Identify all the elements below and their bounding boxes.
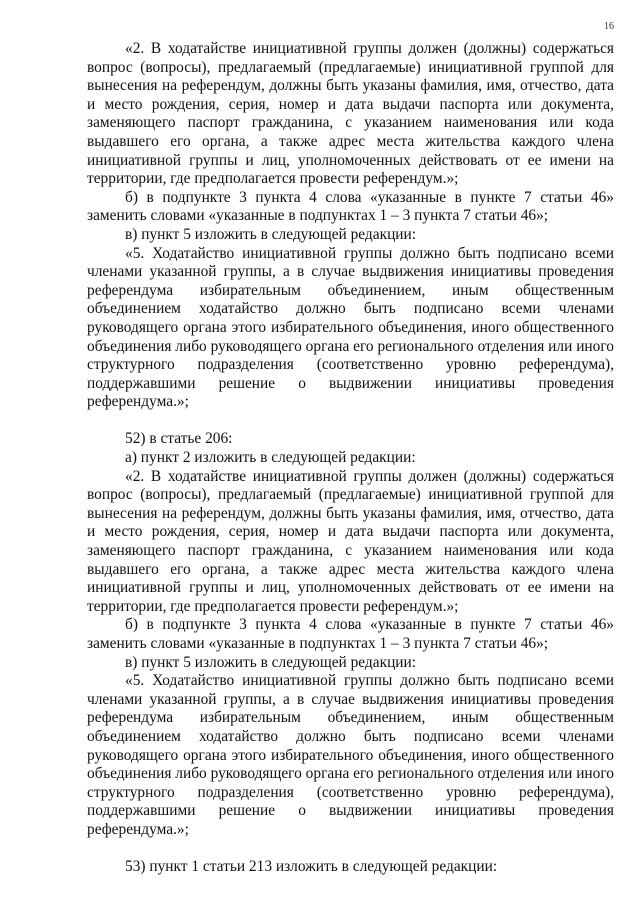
paragraph: в) пункт 5 изложить в следующей редакции: (125, 653, 417, 671)
document-body (87, 40, 614, 877)
paragraph: «2. В ходатайстве инициативной группы должен (должны) содержаться вопрос (вопросы), предлагаемый (предлагаемые) инициативной группой для вынесения на референдум, должны быть указаны фамилия, имя, отчество, дата и место рождения, серия, номер и дата выдачи паспорта или документа, заменяющего паспорт гражданина, с указанием наименования или кода выдавшего его органа, а также адрес места жительства каждого члена инициативной группы и лиц, уполномоченных действовать от ее имени на территории, где предполагается провести референдум.»; (87, 40, 614, 188)
paragraph: «5. Ходатайство инициативной группы должно быть подписано всеми членами указанной группы, а в случае выдвижения инициативы проведения референдума избирательным объединением, иным общественным объединением ходатайство должно быть подписано всеми членами руководящего органа этого избирательного объединения, иного общественного объединения либо руководящего органа его регионального отделения или иного структурного подразделения (соответственно уровню референдума), поддержавшими решение о выдвижении инициативы проведения референдума.»; (87, 672, 614, 838)
paragraph: «2. В ходатайстве инициативной группы должен (должны) содержаться вопрос (вопросы), предлагаемый (предлагаемые) инициативной группой для вынесения на референдум, должны быть указаны фамилия, имя, отчество, дата и место рождения, серия, номер и дата выдачи паспорта или документа, заменяющего паспорт гражданина, с указанием наименования или кода выдавшего его органа, а также адрес места жительства каждого члена инициативной группы и лиц, уполномоченных действовать от ее имени на территории, где предполагается провести референдум.»; (87, 467, 614, 615)
paragraph-gap (87, 840, 614, 859)
paragraph: 52) в статье 206: (125, 430, 233, 448)
page-number: 16 (604, 21, 614, 32)
paragraph: б) в подпункте 3 пункта 4 слова «указанные в пункте 7 статьи 46» заменить словами «указанные в подпунктах 1 – 3 пункта 7 статьи 46»; (87, 188, 614, 225)
paragraph: б) в подпункте 3 пункта 4 слова «указанные в пункте 7 статьи 46» заменить словами «указанные в подпунктах 1 – 3 пункта 7 статьи 46»; (87, 616, 614, 652)
paragraph: в) пункт 5 изложить в следующей редакции: (125, 225, 417, 243)
paragraph: а) пункт 2 изложить в следующей редакции: (125, 449, 416, 467)
paragraph: «5. Ходатайство инициативной группы должно быть подписано всеми членами указанной группы, а в случае выдвижения инициативы проведения референдума избирательным объединением, иным общественным объединением ходатайство должно быть подписано всеми членами руководящего органа этого избирательного объединения, иного общественного объединения либо руководящего органа его регионального отделения или иного структурного подразделения (соответственно уровню референдума), поддержавшими решение о выдвижении инициативы проведения референдума.»; (87, 244, 614, 411)
paragraph-gap (87, 412, 614, 431)
paragraph: 53) пункт 1 статьи 213 изложить в следующей редакции: (125, 858, 498, 876)
